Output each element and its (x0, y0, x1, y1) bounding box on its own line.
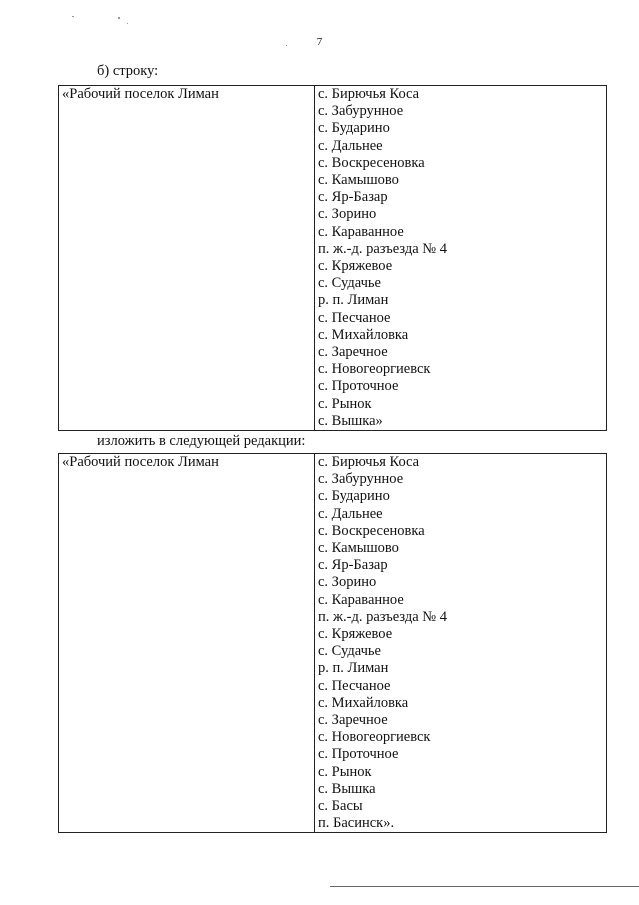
locality-item: с. Забурунное (318, 471, 404, 488)
settlement-name-cell (59, 86, 315, 431)
locality-item: с. Судачье (318, 275, 381, 292)
locality-item: с. Рынок (318, 763, 372, 780)
section-b-intro: б) строку: (97, 63, 159, 79)
locality-item: с. Дальнее (318, 137, 383, 154)
settlement-name-cell (59, 454, 315, 833)
locality-item: с. Басы (318, 798, 363, 815)
locality-item: с. Новогеоргиевск (318, 729, 431, 746)
locality-item: с. Михайловка (318, 694, 409, 711)
footer-rule (330, 886, 639, 887)
new-edition-intro: изложить в следующей редакции: (97, 433, 306, 449)
locality-item: с. Кряжевое (318, 626, 393, 643)
locality-item: с. Караванное (318, 223, 404, 240)
locality-item: с. Забурунное (318, 103, 404, 120)
locality-item: с. Проточное (318, 378, 399, 395)
locality-item: с. Зорино (318, 574, 377, 591)
locality-item: с. Судачье (318, 643, 381, 660)
locality-item: п. ж.-д. разъезда № 4 (318, 608, 447, 625)
locality-item: с. Новогеоргиевск (318, 361, 431, 378)
locality-item: с. Рынок (318, 395, 372, 412)
locality-item: с. Вышка (318, 780, 376, 797)
locality-item: с. Зорино (318, 206, 377, 223)
locality-item: с. Вышка» (318, 412, 383, 429)
locality-item: с. Яр-Базар (318, 557, 388, 574)
locality-item: с. Бударино (318, 120, 390, 137)
locality-item: с. Камышово (318, 172, 399, 189)
locality-item: с. Михайловка (318, 326, 409, 343)
new-edition-table (58, 453, 607, 833)
locality-item: с. Воскресеновка (318, 522, 425, 539)
locality-item: п. Басинск». (318, 815, 395, 832)
localities-cell (315, 86, 607, 431)
localities-cell (315, 454, 607, 833)
locality-item: с. Бударино (318, 488, 390, 505)
locality-item: с. Песчаное (318, 309, 391, 326)
locality-item: с. Яр-Базар (318, 189, 388, 206)
table-row (59, 86, 607, 431)
locality-item: с. Камышово (318, 540, 399, 557)
locality-item: р. п. Лиман (318, 292, 389, 309)
scan-speck (72, 16, 74, 17)
locality-item: с. Бирючья Коса (318, 454, 420, 470)
locality-item: с. Бирючья Коса (318, 86, 420, 102)
locality-item: с. Дальнее (318, 505, 383, 522)
locality-item: с. Заречное (318, 344, 388, 361)
locality-item: с. Песчаное (318, 677, 391, 694)
locality-item: с. Кряжевое (318, 258, 393, 275)
scan-speck (127, 23, 128, 24)
scan-speck (118, 17, 120, 19)
locality-item: с. Воскресеновка (318, 154, 425, 171)
locality-item: с. Караванное (318, 591, 404, 608)
locality-item: п. ж.-д. разъезда № 4 (318, 240, 447, 257)
page-number: 7 (316, 36, 323, 48)
section-b-table (58, 85, 607, 431)
settlement-name: «Рабочий поселок Лиман (62, 454, 219, 470)
table-row (59, 454, 607, 833)
settlement-name: «Рабочий поселок Лиман (62, 86, 219, 102)
locality-item: с. Проточное (318, 746, 399, 763)
locality-item: р. п. Лиман (318, 660, 389, 677)
locality-item: с. Заречное (318, 712, 388, 729)
